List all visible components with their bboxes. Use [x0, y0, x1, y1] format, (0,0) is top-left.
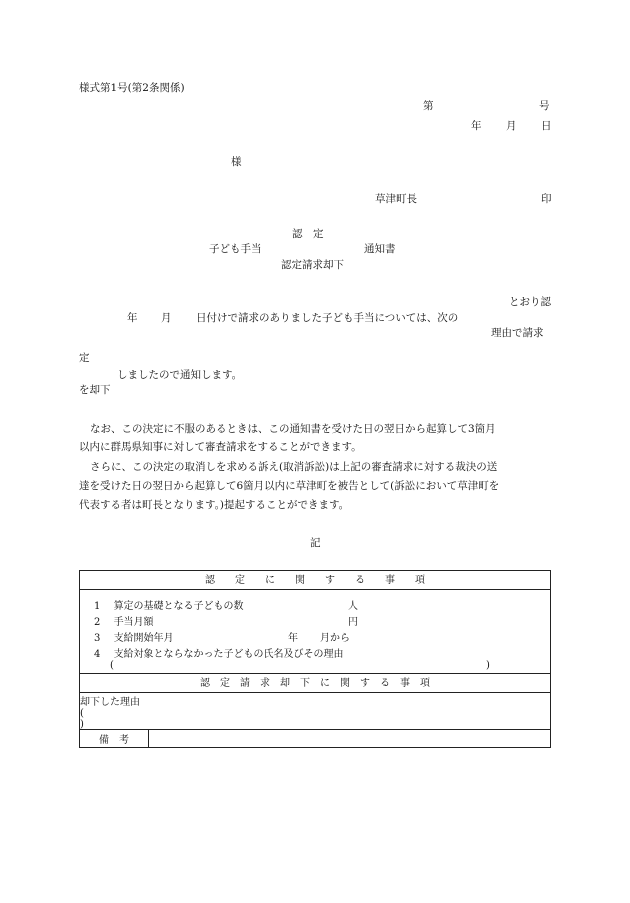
sender-name: 草津町長	[375, 193, 417, 205]
item-4-paren-open: (	[110, 660, 114, 671]
item-1-label: 算定の基礎となる子どもの数	[113, 601, 244, 612]
item-1	[94, 597, 244, 612]
body-year: 年	[127, 312, 138, 324]
kyakka-reason-row	[80, 693, 551, 730]
body-tsuchi: しましたので通知します。	[117, 369, 243, 381]
item-3	[94, 629, 174, 644]
notice-p2c: 代表する者は町長となります。)提起することができます。	[79, 499, 350, 511]
notice-p2b: 達を受けた日の翌日から起算して6箇月以内に草津町を被告として(訴訟において草津町を	[79, 480, 500, 492]
date-month: 月	[506, 120, 517, 132]
item-2-label: 手当月額	[113, 617, 154, 628]
title-nintei: 認 定	[292, 228, 324, 240]
notice-p2a: さらに、この決定の取消しを求める訴え(取消訴訟)は上記の審査請求に対する裁決の送	[90, 461, 498, 473]
kyakka-paren-open: (	[80, 708, 84, 719]
doc-number-prefix: 第	[423, 100, 434, 112]
item-4-no: 4	[94, 649, 101, 660]
item-4	[94, 645, 344, 660]
biko-row	[80, 730, 551, 748]
item-2-no: 2	[94, 617, 101, 628]
title-kyakka: 認定請求却下	[281, 259, 344, 271]
nintei-header: 認 定 に 関 す る 事 項	[80, 571, 551, 590]
kyakka-reason	[80, 693, 550, 729]
item-4-paren-close: )	[486, 660, 490, 671]
item-1-unit: 人	[348, 601, 358, 612]
notice-p1b: 以内に群馬県知事に対して審査請求をすることができます。	[79, 441, 362, 453]
kyakka-header: 認 定 請 求 却 下 に 関 す る 事 項	[80, 674, 551, 693]
item-3-no: 3	[94, 633, 101, 644]
form-label: 様式第1号(第2条関係)	[79, 82, 185, 94]
kyakka-header-row	[80, 674, 551, 693]
title-tsuchisho: 通知書	[364, 243, 396, 255]
date-year: 年	[471, 120, 482, 132]
nintei-items-row	[80, 590, 551, 674]
body-kyakka: を却下	[79, 384, 111, 396]
nintei-header-row	[80, 571, 551, 590]
item-3-label: 支給開始年月	[113, 633, 174, 644]
doc-number-suffix: 号	[539, 100, 550, 112]
nintei-items	[80, 590, 550, 673]
date-day: 日	[541, 120, 552, 132]
detail-table	[79, 570, 551, 748]
biko-value	[149, 730, 551, 748]
kyakka-reason-label: 却下した理由	[80, 697, 140, 708]
body-tei: 定	[79, 352, 90, 364]
body-riyu: 理由で請求	[491, 327, 544, 339]
biko-label: 備 考	[80, 730, 149, 748]
title-kodomo-teate: 子ども手当	[209, 243, 262, 255]
item-3-year: 年	[288, 633, 298, 644]
ki-label: 記	[310, 537, 321, 549]
item-2-unit: 円	[348, 617, 358, 628]
item-4-label: 支給対象とならなかった子どもの氏名及びその理由	[113, 649, 344, 660]
kyakka-paren-close: )	[80, 719, 84, 730]
notice-p1a: なお、この決定に不服のあるときは、この通知書を受けた日の翌日から起算して3箇月	[90, 423, 496, 435]
item-2	[94, 613, 154, 628]
item-1-no: 1	[94, 601, 101, 612]
body-month: 月	[161, 312, 172, 324]
item-3-month: 月から	[320, 633, 350, 644]
body-date-text: 日付けで請求のありました子ども手当については、次の	[196, 312, 459, 324]
body-to-ri-nin: とおり認	[509, 296, 551, 308]
seal: 印	[541, 193, 552, 205]
addressee: 様	[231, 156, 242, 168]
